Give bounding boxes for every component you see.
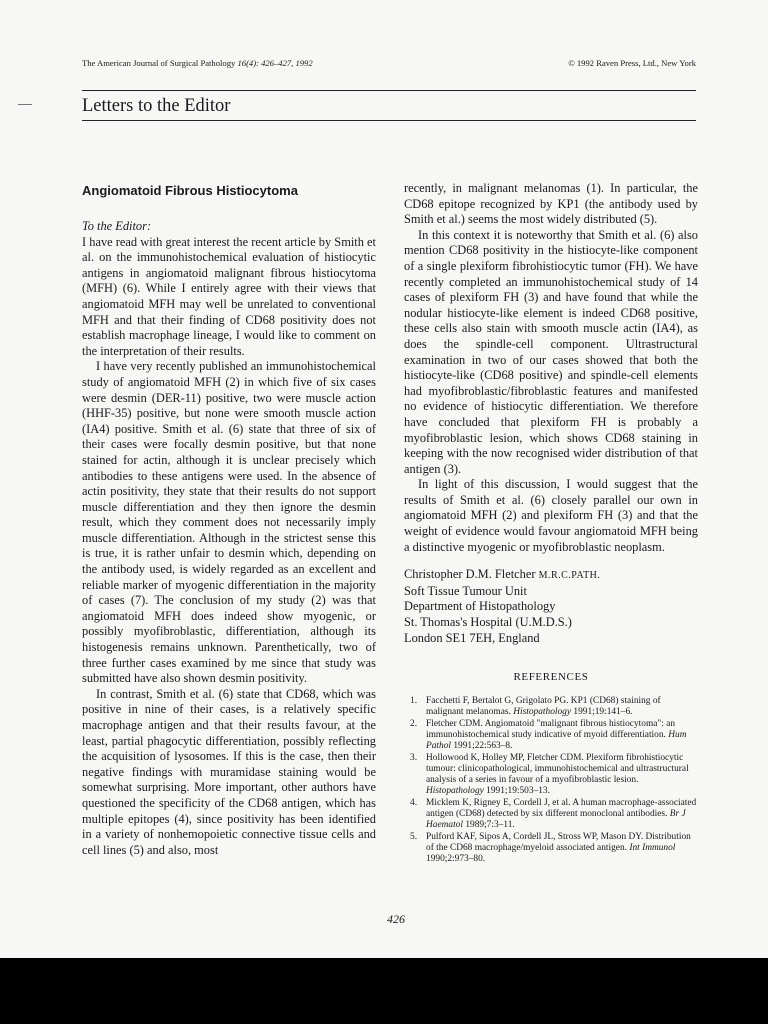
- copyright-notice: © 1992 Raven Press, Ltd., New York: [568, 58, 696, 68]
- reference-journal: Br J Haematol: [426, 808, 686, 830]
- margin-mark: [18, 104, 32, 105]
- author-credentials: M.R.C.PATH.: [538, 570, 601, 582]
- reference-journal: Histopathology: [513, 706, 572, 717]
- running-head-citation: [82, 57, 313, 69]
- author-name: Christopher D.M. Fletcher: [404, 567, 536, 582]
- references-heading: REFERENCES: [513, 671, 589, 684]
- reference-number: 5.: [410, 831, 418, 842]
- article-title: Angiomatoid Fibrous Histiocytoma: [82, 183, 298, 198]
- reference-journal: Int Immunol: [629, 842, 676, 853]
- affiliation-line: London SE1 7EH, England: [404, 630, 540, 645]
- reference-text: Hollowood K, Holley MP, Fletcher CDM. Plexiform fibrohistiocytic tumour: clinicopathological, immunohistochemical and ultrastructural analysis of a series in favour of a myofibroblastic lesion.: [426, 752, 689, 785]
- left-column: [82, 183, 376, 858]
- volume-pages: 16(4): 426–427, 1992: [237, 58, 313, 68]
- reference-item: [404, 696, 698, 718]
- reference-text: Facchetti F, Bertalot G, Grigolato PG. KP1 (CD68) staining of malignant melanomas.: [426, 695, 661, 717]
- reference-detail: 1991;22:563–8.: [453, 740, 513, 751]
- body-paragraph: In contrast, Smith et al. (6) state that CD68, which was positive in nine of their cases, is a relatively specific macrophage antigen and that their results favour, at the least, partial phagocytic differentiation, possibly reflecting the acquisition of lysosomes. If this is the case, then their negative findings with muramidase staining would be somewhat surprising. More important, other authors have questioned the specificity of the CD68 antigen, which has multiple epitopes (4), since positivity has been identified in a variety of nonhemopoietic connective tissue cells and cell lines (5) and also, most: [82, 686, 376, 857]
- journal-name: The American Journal of Surgical Pathology: [82, 58, 236, 68]
- affiliation-line: St. Thomas's Hospital (U.M.D.S.): [404, 615, 572, 630]
- affiliation-line: Soft Tissue Tumour Unit: [404, 583, 527, 598]
- author-signature: [404, 567, 698, 646]
- header-rule-top: [82, 90, 696, 91]
- reference-detail: 1991;19:503–13.: [486, 785, 550, 796]
- scan-bottom-band: [0, 958, 768, 1024]
- reference-detail: 1990;2:973–80.: [426, 853, 486, 864]
- reference-text: Fletcher CDM. Angiomatoid "malignant fibrous histiocytoma": an immunohistochemical study indicative of myoid differentiation.: [426, 718, 676, 740]
- right-column: [404, 181, 698, 866]
- reference-number: 3.: [410, 752, 418, 763]
- page-number: 426: [387, 912, 405, 926]
- reference-item: [404, 798, 698, 831]
- reference-number: 4.: [410, 797, 418, 808]
- section-title: Letters to the Editor: [82, 96, 231, 116]
- header-rule-bottom: [82, 120, 696, 121]
- running-head: [82, 57, 696, 71]
- affiliation-line: Department of Histopathology: [404, 599, 556, 614]
- reference-text: Micklem K, Rigney E, Cordell J, et al. A human macrophage-associated antigen (CD68) detected by six different monoclonal antibodies.: [426, 797, 697, 819]
- reference-number: 2.: [410, 718, 418, 729]
- body-paragraph: In this context it is noteworthy that Smith et al. (6) also mention CD68 positivity in the histiocyte-like component of a single plexiform fibrohistiocytic tumor (FH). We have recently completed an immunohistochemical study of 14 cases of plexiform FH (3) and have found that while the nodular histiocyte-like element is indeed CD68 positive, these cells also stain with smooth muscle actin (IA4), as does the spindle-cell component. Ultrastructural examination in two of our cases showed that both the histiocyte-like (CD68 positive) and spindle-cell elements had myofibroblastic/fibroblastic features and manifested no evidence of histiocytic differentiation. We therefore have concluded that plexiform FH is probably a myofibroblastic lesion, which shows CD68 staining in keeping with the now recognised wider distribution of that antigen (3).: [404, 227, 698, 476]
- reference-journal: Hum Pathol: [426, 729, 687, 751]
- body-paragraph: I have very recently published an immunohistochemical study of angiomatoid MFH (2) in which five of six cases were desmin (DER-11) positive, two were muscle action (HHF-35) positive, but none were smooth muscle action (IA4) positive. Smith et al. (6) state that three of six of their cases were focally desmin positive, but that none stained for actin, although it is unclear precisely which antibodies to these antigens were used. In the absence of actin positivity, they state that their results do not support muscle differentiation and they then ignore the desmin result, which they comment does not necessarily imply muscle differentiation. Although in the strictest sense this is true, it is rather unfair to desmin which, depending on the antibody used, is widely regarded as an excellent and reliable marker of myogenic differentiation in the majority of cases (7). The conclusion of my study (2) was that angiomatoid MFH does indeed show myogenic, or possibly myofibroblastic, differentiation, although its histogenesis remains unknown. Parenthetically, two of three further cases examined by me since that study was submitted have also shown desmin positivity.: [82, 359, 376, 686]
- reference-list: [404, 696, 698, 865]
- body-paragraph: In light of this discussion, I would suggest that the results of Smith et al. (6) closely parallel our own in angiomatoid MFH (2) and plexiform FH (3) and that the weight of evidence would favour angiomatoid MFH being a distinctive myogenic or myofibroblastic neoplasm.: [404, 477, 698, 554]
- author-name-line: [404, 567, 698, 584]
- reference-item: [404, 753, 698, 797]
- body-paragraph: recently, in malignant melanomas (1). In particular, the CD68 epitope recognized by KP1 (the antibody used by Smith et al.) seems the most widely distributed (5).: [404, 181, 698, 227]
- reference-number: 1.: [410, 695, 418, 706]
- reference-text: Pulford KAF, Sipos A, Cordell JL, Stross WP, Mason DY. Distribution of the CD68 macrophage/myeloid associated antigen.: [426, 831, 691, 853]
- reference-item: [404, 719, 698, 752]
- reference-detail: 1989;7:3–11.: [465, 819, 515, 830]
- reference-journal: Histopathology: [426, 785, 484, 796]
- body-paragraph: I have read with great interest the recent article by Smith et al. on the immunohistochemical evaluation of histiocytic antigens in angiomatoid malignant fibrous histiocytoma (MFH) (6). While I entirely agree with their views that angiomatoid MFH may well be unrelated to conventional MFH and that their finding of CD68 positivity does not establish macrophage lineage, I would like to comment on the interpretation of their results.: [82, 234, 376, 358]
- reference-detail: 1991;19:141–6.: [573, 706, 633, 717]
- reference-item: [404, 832, 698, 865]
- salutation: To the Editor:: [82, 219, 152, 233]
